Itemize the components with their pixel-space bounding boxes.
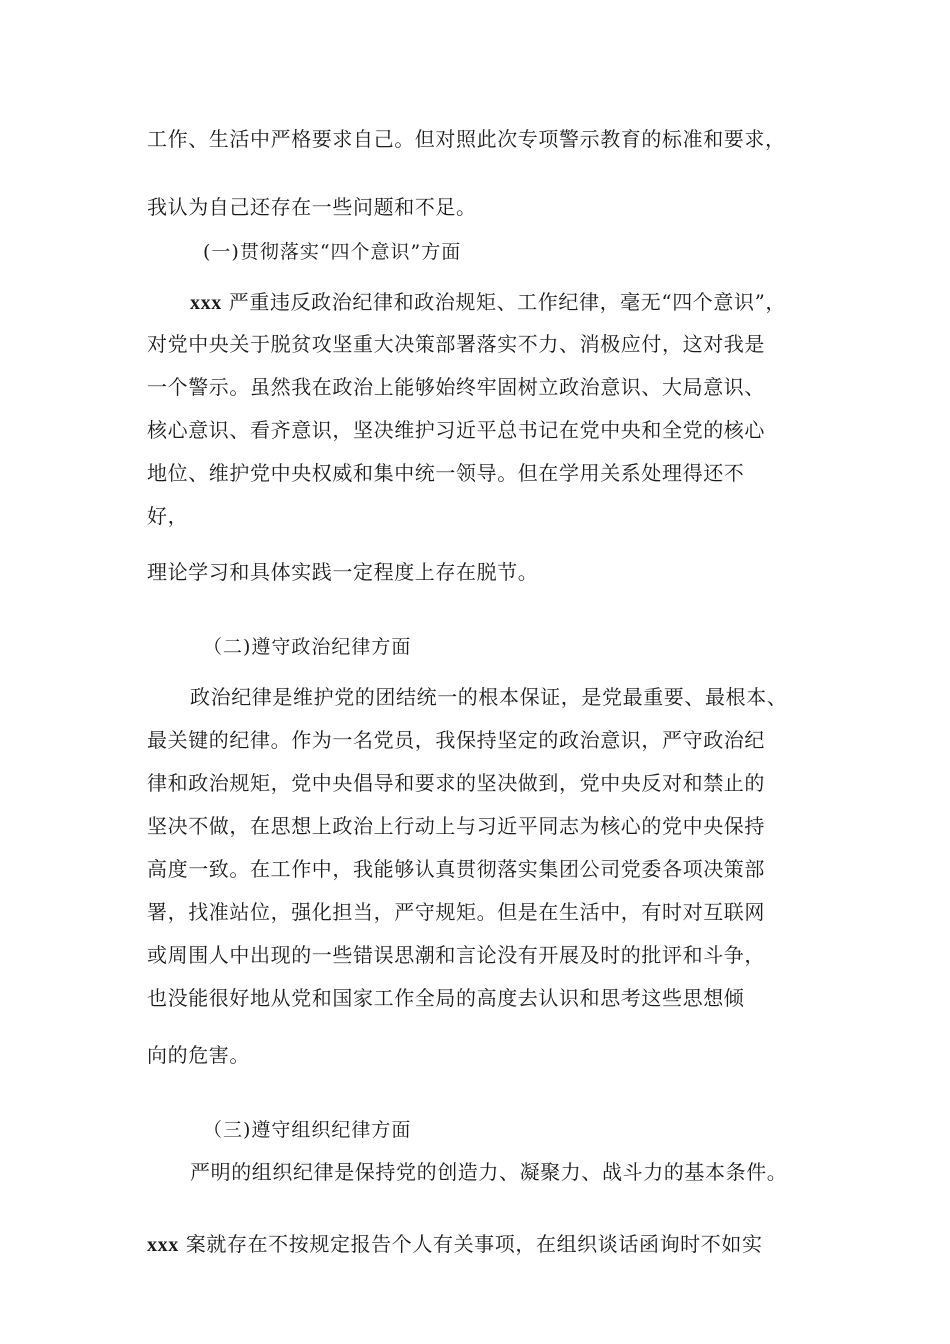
body-line-2: 我认为自己还存在一些问题和不足。 bbox=[147, 195, 477, 219]
section-2-line-1: 政治纪律是维护党的团结统一的根本保证，是党最重要、最根本、 bbox=[190, 685, 788, 709]
bold-name-xxx: xxx bbox=[190, 292, 222, 314]
section-3-line-1: 严明的组织纪律是保持党的创造力、凝聚力、战斗力的基本条件。 bbox=[190, 1160, 788, 1184]
section-2-line-9: 向的危害。 bbox=[147, 1043, 250, 1067]
section-1-line-1-text: 严重违反政治纪律和政治规矩、工作纪律，毫无“四个意识”， bbox=[228, 290, 787, 314]
section-2-line-2: 最关键的纪律。作为一名党员，我保持坚定的政治意识，严守政治纪 bbox=[147, 728, 765, 752]
section-3-line-2 bbox=[147, 1230, 763, 1259]
section-2-line-4: 坚决不做，在思想上政治上行动上与习近平同志为核心的党中央保持 bbox=[147, 814, 765, 838]
section-1-line-4: 核心意识、看齐意识，坚决维护习近平总书记在党中央和全党的核心 bbox=[147, 418, 765, 442]
section-1-line-1 bbox=[190, 288, 786, 317]
section-2-heading: （二)遵守政治纪律方面 bbox=[203, 636, 412, 658]
section-1-line-7: 理论学习和具体实践一定程度上存在脱节。 bbox=[147, 560, 539, 584]
section-3-line-2-text: 案就存在不按规定报告个人有关事项，在组织谈话函询时不如实 bbox=[185, 1232, 763, 1256]
section-1-line-6: 好， bbox=[147, 504, 189, 528]
section-2-line-7: 或周围人中出现的一些错误思潮和言论没有开展及时的批评和斗争， bbox=[147, 943, 765, 967]
body-line-1: 工作、生活中严格要求自己。但对照此次专项警示教育的标准和要求， bbox=[147, 127, 786, 151]
section-2-line-3: 律和政治规矩，党中央倡导和要求的坚决做到，党中央反对和禁止的 bbox=[147, 771, 765, 795]
section-1-heading: (一)贯彻落实“四个意识”方面 bbox=[203, 241, 462, 263]
section-1-line-2: 对党中央关于脱贫攻坚重大决策部署落实不力、消极应付，这对我是 bbox=[147, 332, 765, 356]
section-2-line-6: 署，找准站位，强化担当，严守规矩。但是在生活中，有时对互联网 bbox=[147, 900, 765, 924]
section-1-line-3: 一个警示。虽然我在政治上能够始终牢固树立政治意识、大局意识、 bbox=[147, 375, 765, 399]
section-2-line-5: 高度一致。在工作中，我能够认真贯彻落实集团公司党委各项决策部 bbox=[147, 857, 765, 881]
section-3-heading: （三)遵守组织纪律方面 bbox=[203, 1119, 412, 1141]
bold-name-xxx-2: xxx bbox=[147, 1234, 179, 1256]
section-1-line-5: 地位、维护党中央权威和集中统一领导。但在学用关系处理得还不 bbox=[147, 461, 745, 485]
section-2-line-8: 也没能很好地从党和国家工作全局的高度去认识和思考这些思想倾 bbox=[147, 986, 745, 1010]
